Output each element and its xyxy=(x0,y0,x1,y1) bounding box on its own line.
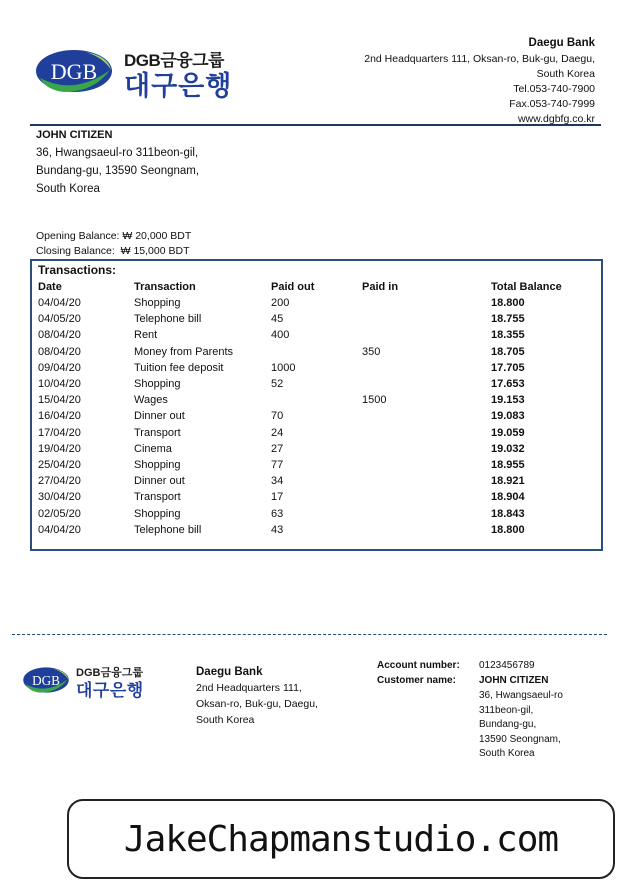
logo-bank-text: 대구은행 xyxy=(124,71,233,101)
cell-date: 04/05/20 xyxy=(38,313,81,326)
cell-date: 19/04/20 xyxy=(38,442,81,455)
header-paid-out: Paid out xyxy=(271,281,315,293)
table-row xyxy=(32,475,601,491)
cell-balance: 18.755 xyxy=(491,313,525,326)
cell-transaction: Rent xyxy=(134,329,158,342)
cell-date: 09/04/20 xyxy=(38,361,81,374)
cell-date: 15/04/20 xyxy=(38,394,81,407)
cell-transaction: Dinner out xyxy=(134,475,185,488)
footer-logo-bank-text: 대구은행 xyxy=(76,681,144,700)
cell-paid-out: 17 xyxy=(271,491,284,504)
footer-address-line: Oksan-ro, Buk-gu, Daegu, xyxy=(196,698,318,710)
dgb-logo xyxy=(34,48,114,94)
header-date: Date xyxy=(38,281,62,293)
table-row xyxy=(32,329,601,345)
cell-paid-out: 63 xyxy=(271,507,284,520)
customer-block xyxy=(36,126,199,198)
table-row xyxy=(32,443,601,459)
footer-dgb-logo xyxy=(22,665,70,695)
cell-date: 30/04/20 xyxy=(38,491,81,504)
cell-balance: 18.355 xyxy=(491,329,525,342)
cell-balance: 18.800 xyxy=(491,523,525,536)
cell-balance: 18.705 xyxy=(491,345,525,358)
cell-paid-out: 27 xyxy=(271,442,284,455)
cell-balance: 18.955 xyxy=(491,459,525,471)
table-row xyxy=(32,459,601,475)
cell-balance: 19.083 xyxy=(491,410,525,423)
svg-text:DGB: DGB xyxy=(32,672,60,688)
footer-address-line: 2nd Headquarters 111, xyxy=(196,682,302,694)
closing-balance: Closing Balance: ₩ 15,000 BDT xyxy=(36,245,190,257)
header-total-balance: Total Balance xyxy=(491,281,562,293)
account-number-value: 0123456789 xyxy=(479,660,535,671)
cell-transaction: Transport xyxy=(134,426,181,439)
cell-date: 02/05/20 xyxy=(38,507,81,520)
balances-block xyxy=(36,229,191,259)
bank-name: Daegu Bank xyxy=(528,37,595,49)
cell-transaction: Shopping xyxy=(134,378,181,390)
cell-paid-out: 70 xyxy=(271,410,284,423)
cell-balance: 18.843 xyxy=(491,507,525,520)
customer-address-line: South Korea xyxy=(36,183,100,195)
cell-transaction: Shopping xyxy=(134,459,181,471)
cell-date: 25/04/20 xyxy=(38,459,81,471)
transactions-title: Transactions: xyxy=(38,263,117,277)
cell-paid-in: 1500 xyxy=(362,394,387,407)
cell-balance: 18.904 xyxy=(491,491,525,504)
cell-transaction: Wages xyxy=(134,394,168,407)
cell-date: 16/04/20 xyxy=(38,410,81,423)
bank-website: www.dgbfg.co.kr xyxy=(517,113,595,125)
cell-transaction: Telephone bill xyxy=(134,523,202,536)
table-row xyxy=(32,297,601,313)
svg-text:DGB: DGB xyxy=(50,59,98,84)
table-row xyxy=(32,427,601,443)
cell-paid-out: 200 xyxy=(271,297,290,309)
cell-date: 10/04/20 xyxy=(38,378,81,390)
cell-date: 04/04/20 xyxy=(38,297,81,309)
footer-customer-address: 311beon-gil, xyxy=(479,704,534,716)
header-transaction: Transaction xyxy=(134,281,196,293)
customer-name: JOHN CITIZEN xyxy=(36,129,113,141)
header-paid-in: Paid in xyxy=(362,281,399,293)
footer-customer-address: 36, Hwangsaeul-ro xyxy=(479,690,563,701)
cell-date: 04/04/20 xyxy=(38,523,81,536)
footer-customer-name: JOHN CITIZEN xyxy=(479,675,549,686)
cell-paid-out: 24 xyxy=(271,426,284,439)
cell-date: 08/04/20 xyxy=(38,345,81,358)
bank-tel: Tel.053-740-7900 xyxy=(513,83,595,95)
cell-balance: 19.059 xyxy=(491,426,525,439)
cell-paid-out: 1000 xyxy=(271,361,296,374)
table-row xyxy=(32,378,601,394)
cell-date: 08/04/20 xyxy=(38,329,81,342)
bank-address-line: South Korea xyxy=(536,68,595,80)
cell-transaction: Transport xyxy=(134,491,181,504)
watermark-banner: JakeChapmanstudio.com xyxy=(67,799,615,879)
cell-balance: 19.153 xyxy=(491,394,525,407)
bank-header-info xyxy=(364,36,595,127)
table-row xyxy=(32,313,601,329)
table-row xyxy=(32,346,601,362)
opening-balance: Opening Balance: ₩ 20,000 BDT xyxy=(36,230,192,242)
footer-address-line: South Korea xyxy=(196,714,255,726)
bank-address-line: 2nd Headquarters 111, Oksan-ro, Buk-gu, Daegu, xyxy=(364,53,595,65)
cell-balance: 17.705 xyxy=(491,361,525,374)
cell-balance: 18.800 xyxy=(491,297,525,309)
customer-address-line: 36, Hwangsaeul-ro 311beon-gil, xyxy=(36,147,199,159)
cell-transaction: Tuition fee deposit xyxy=(134,361,224,374)
cell-transaction: Telephone bill xyxy=(134,313,202,326)
table-row xyxy=(32,524,601,540)
table-row xyxy=(32,508,601,524)
table-row xyxy=(32,410,601,426)
account-number-label: Account number: xyxy=(377,660,460,671)
transactions-table xyxy=(30,259,603,551)
cell-paid-in: 350 xyxy=(362,345,381,358)
cell-transaction: Dinner out xyxy=(134,410,185,423)
cell-paid-out: 400 xyxy=(271,329,290,342)
customer-name-label: Customer name: xyxy=(377,675,456,686)
footer-bank-name: Daegu Bank xyxy=(196,666,263,678)
table-row xyxy=(32,394,601,410)
cell-paid-out: 52 xyxy=(271,378,284,390)
cell-date: 17/04/20 xyxy=(38,426,81,439)
cell-transaction: Shopping xyxy=(134,297,181,309)
customer-address-line: Bundang-gu, 13590 Seongnam, xyxy=(36,165,200,177)
cell-transaction: Money from Parents xyxy=(134,345,234,358)
footer-bank-info xyxy=(196,664,318,728)
footer-customer-address: Bundang-gu, xyxy=(479,719,537,730)
cell-paid-out: 43 xyxy=(271,523,284,536)
cell-balance: 18.921 xyxy=(491,475,525,488)
cell-paid-out: 77 xyxy=(271,459,284,471)
footer-logo-group-text: DGB금융그룹 xyxy=(76,667,143,679)
cell-transaction: Shopping xyxy=(134,507,181,520)
bank-fax: Fax.053-740-7999 xyxy=(509,98,595,110)
cell-date: 27/04/20 xyxy=(38,475,81,488)
footer-customer-address: South Korea xyxy=(479,748,535,759)
table-row xyxy=(32,362,601,378)
cell-balance: 17.653 xyxy=(491,378,525,390)
cut-line xyxy=(12,634,607,635)
cell-paid-out: 45 xyxy=(271,313,284,326)
footer-customer-address: 13590 Seongnam, xyxy=(479,733,561,745)
logo-group-text: DGB금융그룹 xyxy=(124,51,224,70)
table-row xyxy=(32,491,601,507)
cell-balance: 19.032 xyxy=(491,442,525,455)
cell-transaction: Cinema xyxy=(134,442,172,455)
cell-paid-out: 34 xyxy=(271,475,284,488)
